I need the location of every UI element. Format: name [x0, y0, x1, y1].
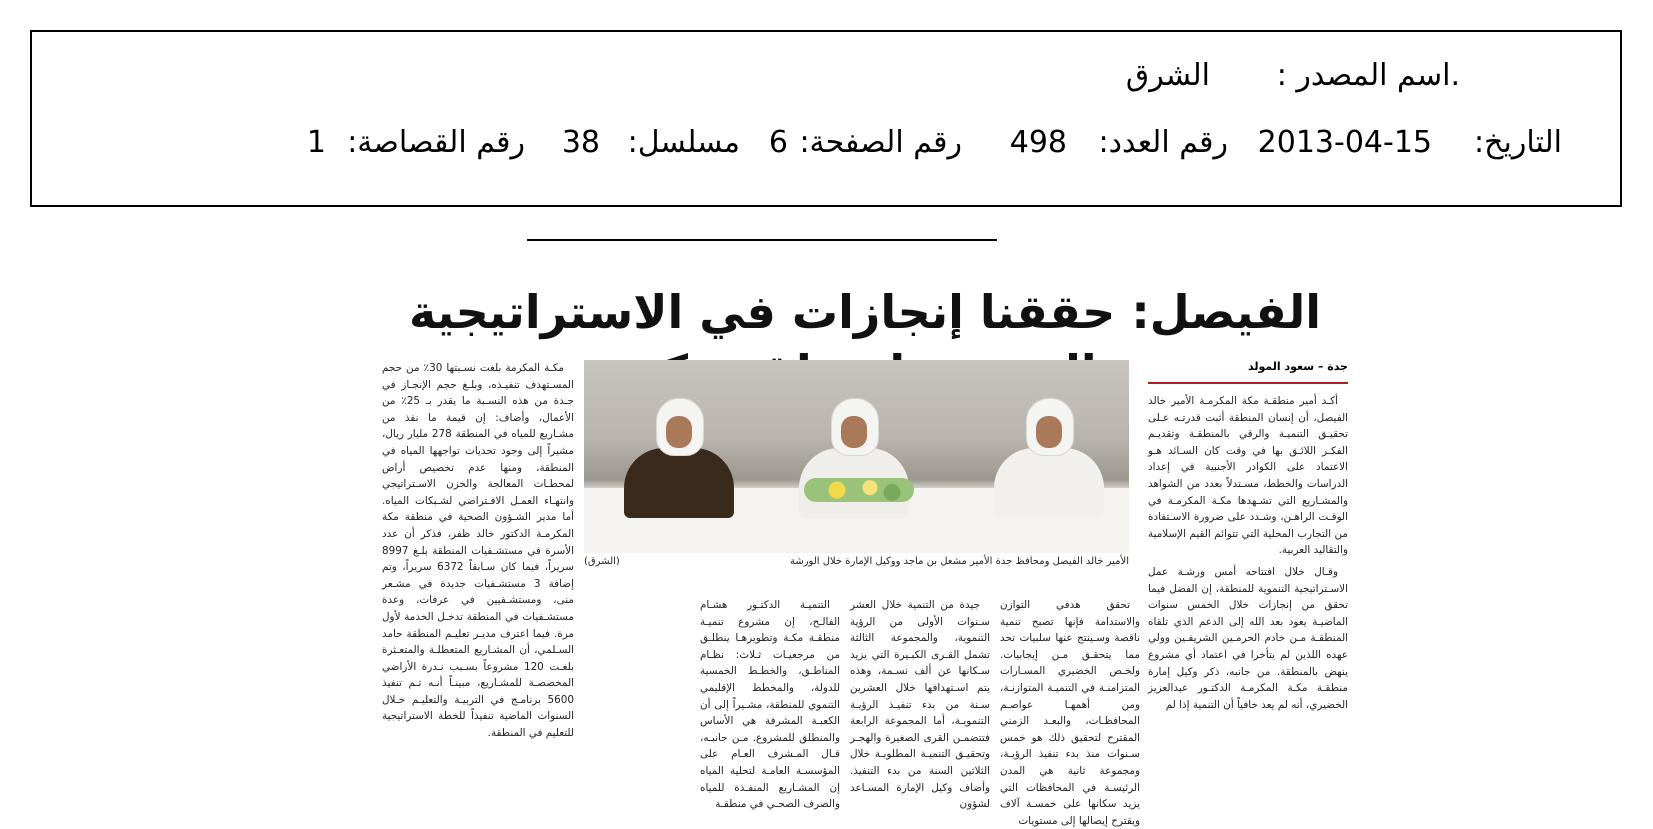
photo-credit: (الشرق)	[584, 556, 620, 567]
issue-label: رقم العدد:	[1098, 125, 1228, 160]
photo-flowers	[804, 478, 914, 502]
article-paragraph: التنميـة الدكتـور هشـام الفالـح، إن مشروع تنميـة منطقـة مكـة وتطويرهـا ينطلـق من مرجعيـات ثـلاث: نظـام المناطـق، والخطـط الخمسية للدولة، والمخطط الإقليمي التنموي للمنطقة، مشـيراً إلى أن الكعبـة المشرفة هي الأساس والمنطلق للمشروع. مـن جانبـه، قـال المـشرف العـام على المؤسسـة العامـة لتحلية المياه إن المشـاريع المنفـذة للمياه والصرف الصحـي في منطقـة	[700, 599, 840, 811]
source-label: .اسم المصدر :	[1276, 58, 1460, 93]
article-headline: الفيصل: حققنا إنجازات في الاستراتيجية	[408, 285, 1322, 339]
article-byline: جدة – سعود المولد	[1248, 360, 1348, 373]
article-column-4	[700, 597, 840, 811]
serial-label: مسلسل:	[627, 125, 740, 160]
page-value: 6	[768, 125, 788, 160]
page-label: رقم الصفحة:	[799, 125, 962, 160]
divider-line	[527, 239, 997, 241]
date-value: 2013-04-15	[1257, 125, 1432, 160]
photo-person-right	[984, 398, 1114, 498]
article-paragraph: مكـة المكرمة بلغت نسـبتها 30٪ من حجم المسـتهدف تنفيـذه، وبلـغ حجم الإنجـاز في جـدة من هذه النسـبة ما يقدر بـ 25٪ من الأعمال، وأضاف: إن قيمة ما نفذ من مشـاريع للمياه في المنطقة 278 مليار ريال، مشيراً إلى وجود تحديات تواجهها المياه في المنطقة، ومنها عدم تخصيص أراض لمحطـات المعالجة والخزن الاسـتراتيجي وانتهـاء العمـل الافـتراضي لشـبكات المياه. أما مدير الشـؤون الصحية في منطقة مكة المكرمـة الدكتور خالد ظفر، فذكر أن عدد الأسرة في مستشـفيات المنطقة بلـغ 8997 سريراً، فيما كان سـابقاً 6372 سريراً، وتم إضافة 3 مستشـفيات جديدة في مشـعر منى، ومستشـفيين في عرفات، وعدة مستشـفيات في المنطقة تدخـل الخدمة لأول مرة. فيما اعترف مديـر تعليـم المنطقة حامد السـلمي، أن المشـاريع المتعطلـة والمتعـثرة بلغـت 120 مشروعاً بسـبب نـدرة الأراضي المخصصـة للمشـاريع، مبينـاً أنـه تـم تنفيذ 5600 برنامـج في التربيـة والتعليـم خـلال السنوات الماضية تنفيذاً للخطة الاستراتيجية للتعليم في المنطقة.	[382, 362, 574, 740]
clip-label: رقم القصاصة:	[347, 125, 525, 160]
date-label: التاريخ:	[1474, 125, 1562, 160]
source-value: الشرق	[1125, 58, 1210, 93]
issue-value: 498	[1009, 125, 1067, 160]
article-column-2	[1000, 597, 1140, 827]
photo-caption-text: الأمير خالد الفيصل ومحافظ جدة الأمير مشعل بن ماجد ووكيل الإمارة خلال الورشة	[789, 556, 1129, 567]
serial-value: 38	[561, 125, 600, 160]
byline-rule	[1148, 382, 1348, 384]
article-column-1	[1148, 393, 1348, 789]
article-photo	[584, 360, 1129, 553]
article-paragraph: وقـال خلال افتتاحه أمس ورشـة عمل الاسـتراتيجية التنموية للمنطقة، إن الفضل فيما تحقق من إنجازات خلال الخمس سنوات الماضيـة يعود بعد الله إلى الدعم الذي تلقاه المنطقـة مـن خادم الحرمـين الشريفـين وولي عهده اللذين لم يتأخرا في اعتماد أي مشروع ينهض بالمنطقة. من جانبه، ذكر وكيل إمارة منطقـة مكـة المكرمـة الدكتـور عبدالعزيز الخضيري، أنه لم يعد خافياً أن التنمية إذا لم	[1148, 565, 1348, 711]
article-paragraph: تحقق هدفي التوازن والاستدامة فإنها تصبح تنمية ناقصة وسـينتج عنها سلبيات تحد مما يتحقـق مـن إيجابيات. ولخـص الخضيري المسـارات المتزامنـة في التنميـة المتوازنـة، ومن أهمهـا عواصـم المحافظـات، والبعـد الزمني المقترح لتحقيق ذلك هو خمس سـنوات منذ بدء تنفيذ الرؤيـة، ومجموعة ثانية هي المدن الرئيسـة في المحافظات التي يزيد سكانها على خمسـة آلاف ويقترح إيصالها إلى مستويات	[1000, 599, 1140, 827]
article-paragraph: أكـد أمير منطقـة مكة المكرمـة الأمير خالد الفيصل، أن إنسان المنطقة أثبت قدرتـه عـلى تحقيـق التنميـة والرقي بالمنطقـة وتقديـم الفكـر اللائـق بها في وقت كان السـائد هـو الاعتماد على الكوادر الأجنبية في إعداد الدراسات والخطط، مسـتدلاً بعدد من الشواهد والمشـاريع التي تشـهدها مكـة المكرمـة في الوقـت الراهـن، وشـدد على ضرورة الاسـتفادة من التجارب المحلية التي تتوائم القيم الإسلامية والتقاليد العربية.	[1148, 395, 1348, 557]
article-column-3	[850, 597, 990, 811]
article-column-5	[382, 360, 574, 789]
photo-person-left	[614, 398, 744, 498]
article-paragraph: جيدة من التنمية خلال العشر سـنوات الأولى من الرؤية التنموية، والمجموعة الثالثة تشمل القـرى الكبـيرة التي يزيد سـكانها عن ألف نسـمة، وهذه يتم اسـتهدافها خلال العشرين سـنة من بدء تنفيـذ الرؤيـة التنمويـة، أما المجموعة الرابعة فتتضمـن القرى الصغيرة والهجـر وتحقيـق التنميـة المطلوبـة خلال الثلاثين السنة من بدء التنفيذ. وأضاف وكيل الإمارة المسـاعد لشؤون	[850, 599, 990, 811]
clip-value: 1	[306, 125, 326, 160]
source-info-box	[30, 30, 1622, 207]
